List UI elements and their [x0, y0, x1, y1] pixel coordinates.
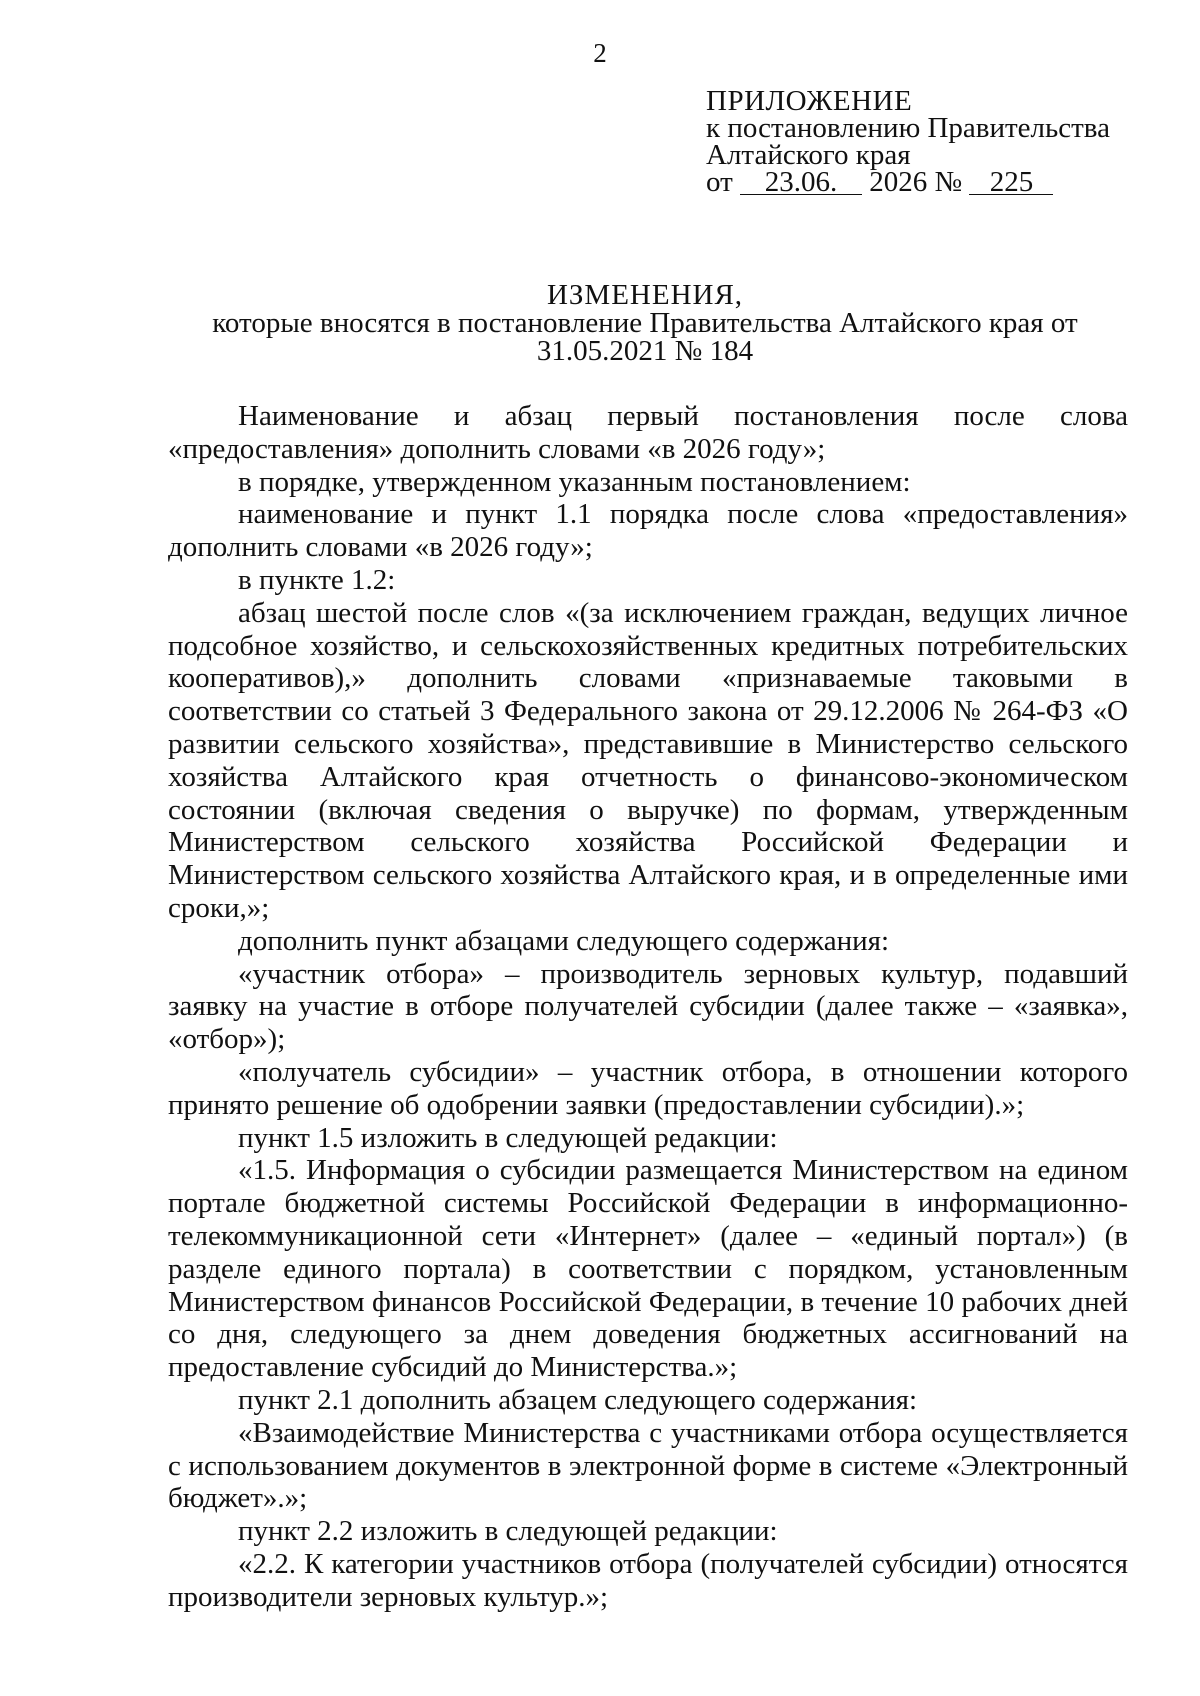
- page-number: 2: [593, 38, 607, 68]
- date-day-month: 23.06.: [740, 170, 862, 195]
- appendix-heading: ПРИЛОЖЕНИЕ: [706, 85, 913, 117]
- number-label: №: [934, 166, 963, 198]
- document-title: [150, 281, 1140, 365]
- paragraph: «получатель субсидии» – участник отбора, в отношении которого принято решение об одобрении заявки (предоставлении субсидии).»;: [168, 1055, 1128, 1121]
- paragraph: пункт 1.5 изложить в следующей редакции:: [238, 1121, 778, 1154]
- from-label: от: [706, 166, 733, 198]
- appendix-header: [706, 85, 1110, 198]
- appendix-date-line: [706, 166, 1110, 198]
- title-sub-1: которые вносятся в постановление Правительства Алтайского края от: [212, 307, 1078, 339]
- paragraph: «2.2. К категории участников отбора (получателей субсидии) относятся производители зерновых культур.»;: [168, 1547, 1128, 1613]
- title-main: ИЗМЕНЕНИЯ,: [546, 279, 744, 311]
- paragraph: дополнить пункт абзацами следующего содержания:: [238, 924, 890, 957]
- paragraph: в пункте 1.2:: [238, 563, 396, 596]
- paragraph: пункт 2.1 дополнить абзацем следующего содержания:: [238, 1383, 918, 1416]
- paragraph: «1.5. Информация о субсидии размещается Министерством на едином портале бюджетной системы Российской Федерации в информационно-телекоммуникационной сети «Интернет» (далее – «единый портал») (в разделе единого портала) в соответствии с порядком, установленным Министерством финансов Российской Федерации, в течение 10 рабочих дней со дня, следующего за днем доведения бюджетных ассигнований на предоставление субсидий до Министерства.»;: [168, 1154, 1128, 1384]
- paragraph: Наименование и абзац первый постановления после слова «предоставления» дополнить словами «в 2026 году»;: [168, 400, 1128, 465]
- paragraph: пункт 2.2 изложить в следующей редакции:: [238, 1515, 778, 1548]
- date-year: 2026: [869, 166, 928, 198]
- paragraph: в порядке, утвержденном указанным постановлением:: [238, 465, 911, 498]
- paragraph: «Взаимодействие Министерства с участниками отбора осуществляется с использованием документов в электронной форме в системе «Электронный бюджет».»;: [168, 1416, 1128, 1515]
- appendix-line-2: Алтайского края: [706, 139, 911, 171]
- paragraph: наименование и пункт 1.1 порядка после слова «предоставления» дополнить словами «в 2026 году»;: [168, 498, 1128, 564]
- document-body: [168, 400, 1128, 1613]
- title-sub-2: 31.05.2021 № 184: [536, 335, 754, 367]
- appendix-line-1: к постановлению Правительства: [706, 112, 1110, 144]
- document-number: 225: [969, 170, 1053, 195]
- paragraph: абзац шестой после слов «(за исключением граждан, ведущих личное подсобное хозяйство, и сельскохозяйственных кредитных потребительских кооперативов),» дополнить словами «признаваемые таковыми в соответствии со статьей 3 Федерального закона от 29.12.2006 № 264-ФЗ «О развитии сельского хозяйства», представившие в Министерство сельского хозяйства Алтайского края отчетность о финансово-экономическом состоянии (включая сведения о выручке) по формам, утвержденным Министерством сельского хозяйства Российской Федерации и Министерством сельского хозяйства Алтайского края, и в определенные ими сроки,»;: [168, 596, 1128, 924]
- paragraph: «участник отбора» – производитель зерновых культур, подавший заявку на участие в отборе получателей субсидии (далее также – «заявка», «отбор»);: [168, 957, 1128, 1056]
